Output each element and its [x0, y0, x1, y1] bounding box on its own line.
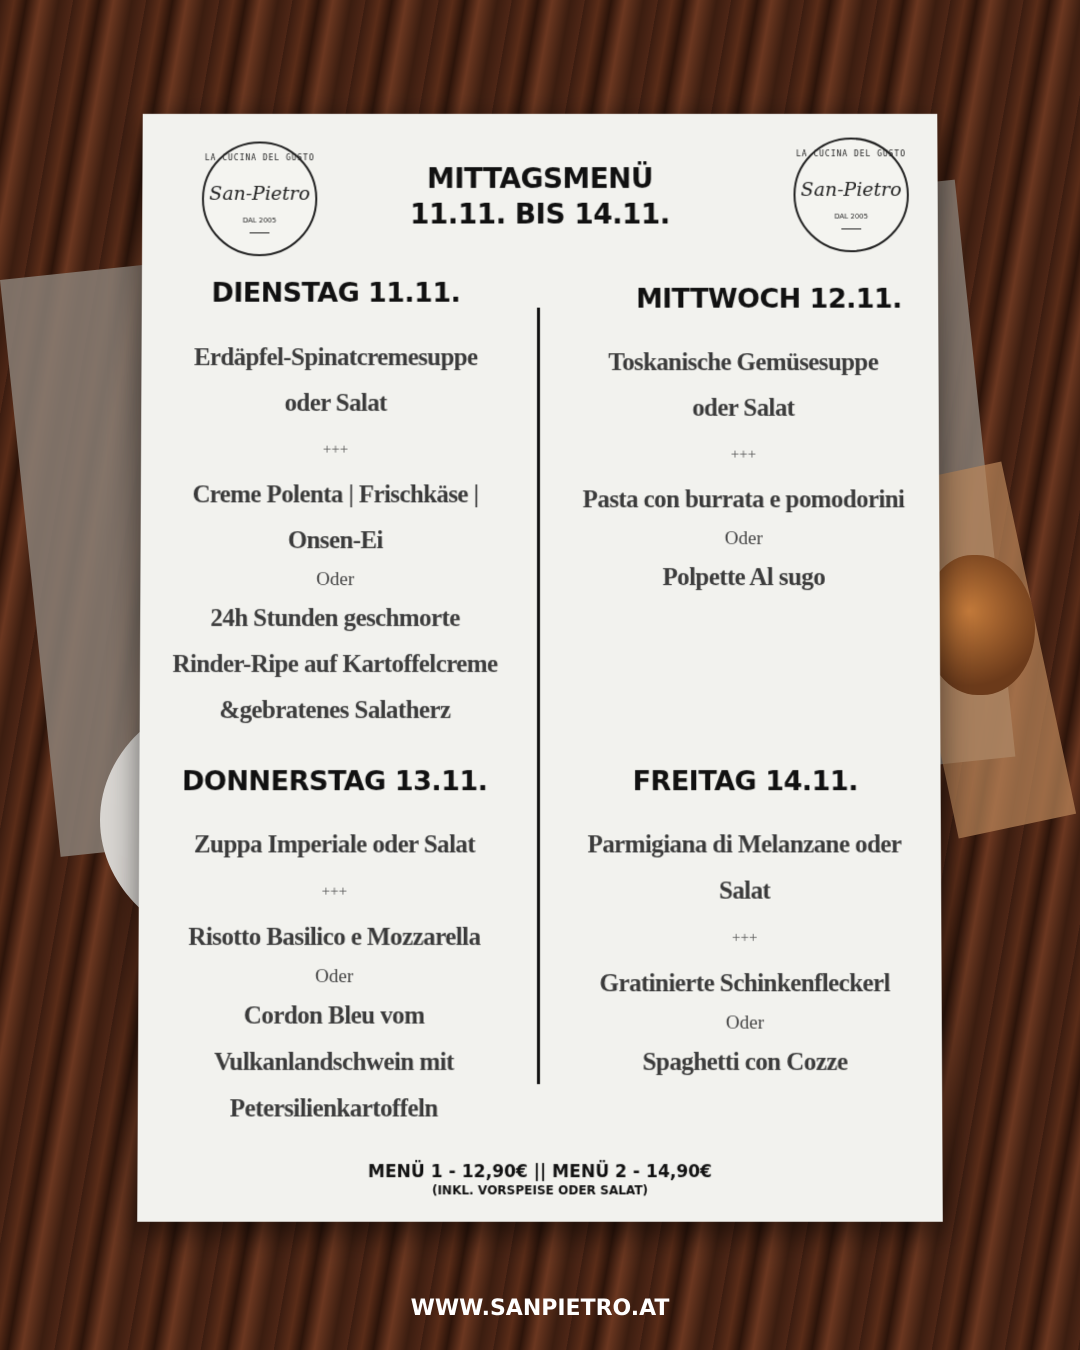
day-menu-wednesday: [548, 340, 940, 601]
menu-title-line2: 11.11. BIS 14.11.: [410, 197, 670, 231]
logo-left: [202, 142, 318, 257]
course-separator: +++: [321, 883, 348, 900]
logo-name: San-Pietro: [209, 182, 311, 205]
main-dish: 24h Stunden geschmorte: [210, 605, 460, 633]
day-menu-tuesday: [140, 335, 530, 734]
main-dish: Pasta con burrata e pomodorini: [582, 486, 905, 514]
bread: [925, 555, 1035, 695]
day-menu-thursday: [138, 822, 530, 1132]
course-separator: +++: [322, 441, 349, 458]
logo-established: DAL 2005: [242, 216, 277, 225]
day-menu-friday: [548, 822, 942, 1086]
menu-card: [137, 114, 943, 1222]
main-dish: Vulkanlandschwein mit: [214, 1048, 454, 1077]
starter: Salat: [718, 877, 771, 905]
logo-divider: [250, 232, 270, 233]
main-dish: Spaghetti con Cozze: [642, 1048, 848, 1077]
price-line: MENÜ 1 - 12,90€ || MENÜ 2 - 14,90€: [367, 1161, 713, 1183]
or-label: Oder: [725, 1012, 765, 1034]
starter: Parmigiana di Melanzane oder: [587, 831, 902, 859]
logo-tagline: LA CUCINA DEL GUSTO: [796, 149, 906, 159]
main-dish: Polpette Al sugo: [662, 564, 826, 592]
or-label: Oder: [315, 966, 354, 988]
or-label: Oder: [316, 569, 355, 591]
course-separator: +++: [731, 929, 758, 946]
logo-name: San-Pietro: [800, 179, 902, 201]
website-link[interactable]: WWW.SANPIETRO.AT: [410, 1296, 670, 1321]
day-title-tuesday: DIENSTAG 11.11.: [211, 277, 461, 309]
course-separator: +++: [730, 446, 757, 463]
main-dish: Onsen-Ei: [287, 527, 383, 555]
starter: oder Salat: [692, 394, 795, 422]
starter: Erdäpfel-Spinatcremesuppe: [193, 344, 478, 372]
day-title-friday: FREITAG 14.11.: [632, 766, 859, 798]
logo-established: DAL 2005: [834, 212, 869, 221]
logo-divider: [841, 228, 861, 229]
main-dish: &gebratenes Salatherz: [219, 697, 451, 725]
main-dish: Gratinierte Schinkenfleckerl: [599, 970, 891, 998]
main-dish: Petersilienkartoffeln: [229, 1095, 438, 1123]
price-footer: [137, 1161, 942, 1197]
main-dish: Creme Polenta | Frischkäse |: [192, 481, 479, 509]
day-title-thursday: DONNERSTAG 13.11.: [181, 766, 488, 798]
starter: Toskanische Gemüsesuppe: [608, 349, 879, 377]
price-note: (INKL. VORSPEISE ODER SALAT): [431, 1183, 649, 1198]
day-title-wednesday: MITTWOCH 12.11.: [635, 283, 902, 315]
main-dish: Risotto Basilico e Mozzarella: [188, 923, 481, 951]
main-dish: Cordon Bleu vom: [243, 1002, 425, 1030]
main-dish: Rinder-Ripe auf Kartoffelcreme: [172, 651, 498, 679]
starter: oder Salat: [284, 389, 387, 417]
column-divider: [537, 308, 540, 1084]
or-label: Oder: [724, 528, 763, 550]
logo-right: [793, 138, 909, 253]
logo-tagline: LA CUCINA DEL GUSTO: [204, 153, 315, 163]
menu-title: [391, 161, 689, 232]
menu-title-line1: MITTAGSMENÜ: [426, 162, 654, 195]
starter: Zuppa Imperiale oder Salat: [193, 831, 476, 859]
